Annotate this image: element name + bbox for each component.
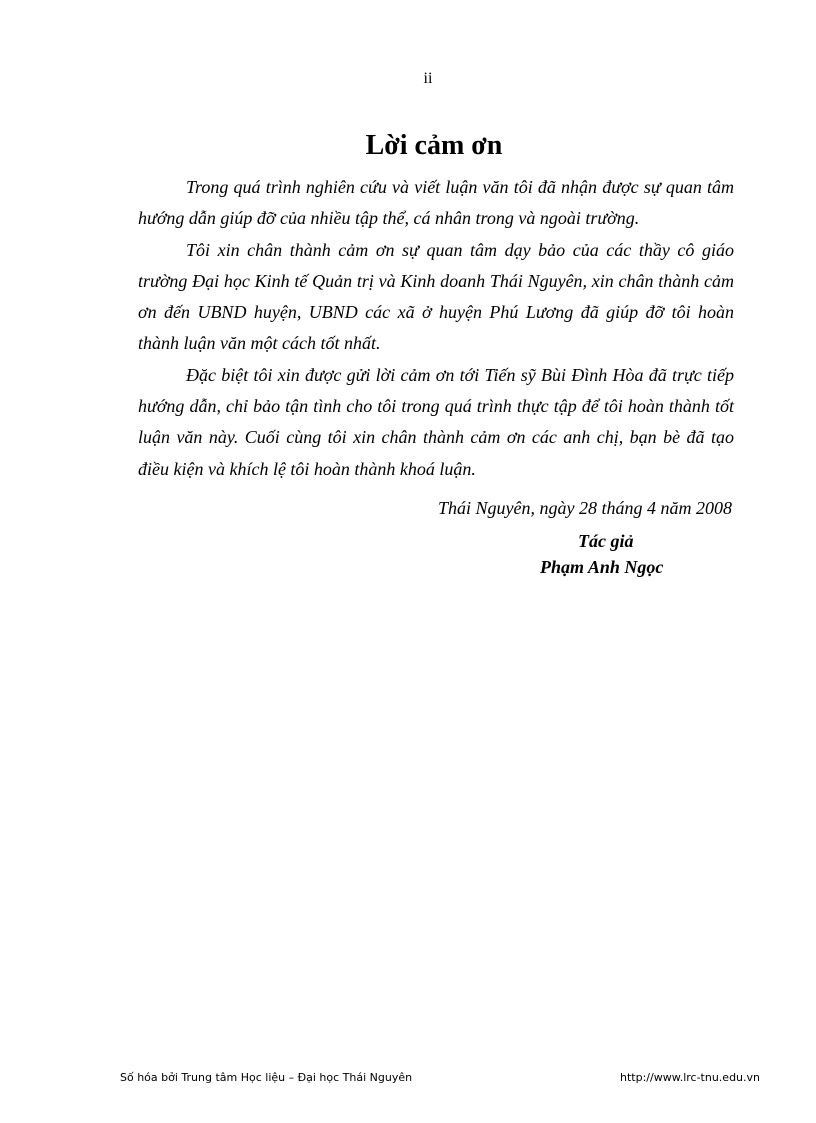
paragraph-2: Tôi xin chân thành cảm ơn sự quan tâm dạy bảo của các thầy cô giáo trường Đại học Kinh tế Quản trị và Kinh doanh Thái Nguyên, xin chân thành cảm ơn đến UBND huyện, UBND các xã ở huyện Phú Lương đã giúp đỡ tôi hoàn thành luận văn một cách tốt nhất. xyxy=(138,239,734,354)
page-number: ii xyxy=(423,70,433,87)
signature-role: Tác giả xyxy=(578,531,634,551)
page-title: Lời cảm ơn xyxy=(365,130,503,161)
paragraph-3: Đặc biệt tôi xin được gửi lời cảm ơn tới Tiến sỹ Bùi Đình Hòa đã trực tiếp hướng dẫn, chỉ bảo tận tình cho tôi trong quá trình thực tập để tôi hoàn thành tốt luận văn này. Cuối cùng tôi xin chân thành cảm ơn các anh chị, bạn bè đã tạo điều kiện và khích lệ tôi hoàn thành khoá luận. xyxy=(138,364,734,479)
date-line: Thái Nguyên, ngày 28 tháng 4 năm 2008 xyxy=(438,498,732,518)
footer-digitized-by: Số hóa bởi Trung tâm Học liệu – Đại học Thái Nguyên xyxy=(120,1071,413,1084)
footer-url: http://www.lrc-tnu.edu.vn xyxy=(620,1071,760,1084)
paragraph-1: Trong quá trình nghiên cứu và viết luận văn tôi đã nhận được sự quan tâm hướng dẫn giúp đỡ của nhiều tập thể, cá nhân trong và ngoài trường. xyxy=(138,177,734,229)
author-name: Phạm Anh Ngọc xyxy=(540,557,664,577)
acknowledgement-body xyxy=(138,172,734,485)
